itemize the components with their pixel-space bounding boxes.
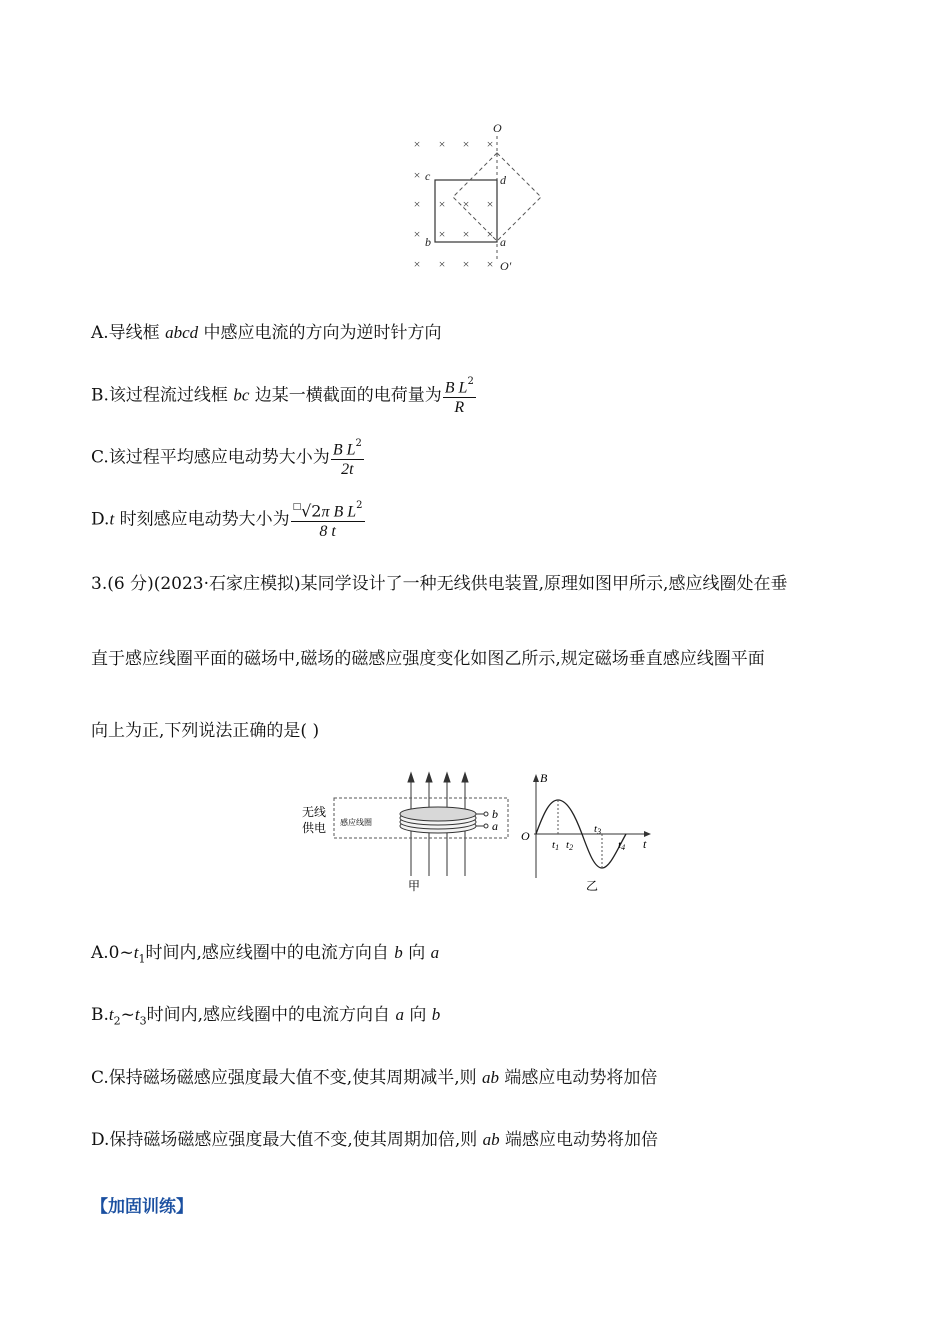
cross-mark: × <box>413 257 421 271</box>
option-sub: 1 <box>138 952 146 966</box>
cross-mark: × <box>486 137 494 151</box>
cross-grid <box>414 137 494 271</box>
option-text: 端感应电动势将加倍 <box>499 1130 659 1150</box>
coil-label: 感应线圈 <box>340 818 372 827</box>
tick-t1: t1 <box>552 839 560 852</box>
option-text: 边某一横截面的电荷量为 <box>249 385 442 406</box>
q3-option-b[interactable] <box>91 1004 440 1032</box>
q2-option-d[interactable] <box>91 498 365 542</box>
option-var: abcd <box>165 323 199 342</box>
fraction-bl2-over-2t <box>331 436 364 480</box>
cross-mark: × <box>438 137 446 151</box>
option-text: 时间内,感应线圈中的电流方向自 <box>146 1005 396 1025</box>
label-c: c <box>425 169 431 183</box>
cross-mark: × <box>486 197 494 211</box>
frac-numerator: B L <box>332 441 356 459</box>
frac-exponent: 2 <box>355 438 362 449</box>
option-var: a <box>430 943 440 962</box>
coil <box>400 807 476 833</box>
option-text: D.保持磁场磁感应强度最大值不变,使其周期加倍,则 <box>91 1130 483 1150</box>
label-b: b <box>425 235 431 249</box>
option-text: 中感应电流的方向为逆时针方向 <box>198 323 442 343</box>
option-text: B.该过程流过线框 <box>91 385 234 406</box>
option-text: 时间内,感应线圈中的电流方向自 <box>145 943 395 963</box>
q3-stem-line-2: 直于感应线圈平面的磁场中,磁场的磁感应强度变化如图乙所示,规定磁场垂直感应线圈平面 <box>91 649 765 669</box>
sqrt-two: √2 <box>301 501 322 521</box>
cross-mark: × <box>486 227 494 241</box>
option-var: b <box>431 1005 441 1024</box>
caption-yi: 乙 <box>586 879 599 893</box>
label-d: d <box>500 173 506 187</box>
option-var: bc <box>233 385 250 405</box>
wireless-label-1: 无线 <box>302 805 327 819</box>
option-text: A.0~ <box>91 943 134 963</box>
figure-square-frame <box>405 118 555 278</box>
q3-option-a[interactable] <box>91 942 439 970</box>
q3-option-d[interactable] <box>91 1129 658 1151</box>
frac-denominator: 2t <box>341 461 354 479</box>
frac-numerator: π B L <box>321 503 357 521</box>
frac-denominator: 8 t <box>319 523 336 541</box>
option-text: 向 <box>403 1005 432 1025</box>
frac-exponent: 2 <box>356 500 363 511</box>
axis-b-label: B <box>540 771 548 785</box>
option-var: t <box>133 943 139 962</box>
option-text: 时刻感应电动势大小为 <box>114 509 290 530</box>
axis-o-label: O <box>521 829 530 843</box>
caption-jia: 甲 <box>408 879 421 893</box>
cross-mark: × <box>462 137 470 151</box>
label-a: a <box>500 235 506 249</box>
cross-mark: × <box>438 257 446 271</box>
section-title-reinforcement: 【加固训练】 <box>91 1197 193 1217</box>
cross-mark: × <box>438 197 446 211</box>
option-text: C.保持磁场磁感应强度最大值不变,使其周期减半,则 <box>91 1068 483 1088</box>
cross-mark: × <box>413 197 421 211</box>
option-sub: 3 <box>139 1014 147 1028</box>
option-var: a <box>395 1005 404 1024</box>
frac-denominator: R <box>454 399 465 417</box>
q2-option-a[interactable] <box>91 322 442 344</box>
tick-t4: t4 <box>618 839 626 852</box>
terminal-a-label: a <box>492 819 498 833</box>
placeholder-box: □ <box>292 502 302 512</box>
cross-mark: × <box>413 227 421 241</box>
cross-mark: × <box>486 257 494 271</box>
fraction-bl2-over-r <box>443 374 476 418</box>
label-o-prime: O′ <box>500 259 512 273</box>
graph-b-axis-arrow <box>533 774 539 782</box>
axis-t-label: t <box>643 837 647 851</box>
cross-mark: × <box>413 137 421 151</box>
q3-stem-line-3: 向上为正,下列说法正确的是( ) <box>91 721 320 741</box>
tick-t3: t3 <box>594 823 602 836</box>
tick-t2: t2 <box>566 839 574 852</box>
terminal-b <box>484 812 488 816</box>
option-var: t <box>109 509 115 529</box>
terminal-b-label: b <box>492 807 498 821</box>
option-var: ab <box>482 1130 500 1149</box>
option-text: 端感应电动势将加倍 <box>499 1068 658 1088</box>
q3-option-c[interactable] <box>91 1067 657 1089</box>
option-var: b <box>394 943 403 962</box>
frac-exponent: 2 <box>467 376 474 387</box>
fraction-root2-pi-bl2-over-8t <box>291 498 365 542</box>
q3-stem-line-1: 3.(6 分)(2023·石家庄模拟)某同学设计了一种无线供电装置,原理如图甲所示,感应线圈处在垂 <box>91 574 788 594</box>
figure-wireless-device <box>298 768 658 898</box>
option-text: C.该过程平均感应电动势大小为 <box>91 447 330 468</box>
option-text: ~ <box>120 1005 135 1025</box>
option-text: 向 <box>402 943 431 963</box>
option-text: B. <box>91 1005 109 1025</box>
wireless-label-2: 供电 <box>302 821 327 835</box>
cross-mark: × <box>413 168 421 182</box>
option-text: D. <box>91 509 110 530</box>
option-var: t <box>108 1005 114 1024</box>
terminal-a <box>484 824 488 828</box>
cross-mark: × <box>462 197 470 211</box>
option-sub: 2 <box>113 1014 121 1028</box>
cross-mark: × <box>462 257 470 271</box>
frac-numerator: B L <box>444 379 468 397</box>
q2-option-b[interactable] <box>91 374 476 418</box>
option-text: A.导线框 <box>91 323 166 343</box>
label-o: O <box>493 121 502 135</box>
cross-mark: × <box>462 227 470 241</box>
option-var: ab <box>482 1068 500 1087</box>
q2-option-c[interactable] <box>91 436 364 480</box>
cross-mark: × <box>438 227 446 241</box>
option-var: t <box>134 1005 140 1024</box>
